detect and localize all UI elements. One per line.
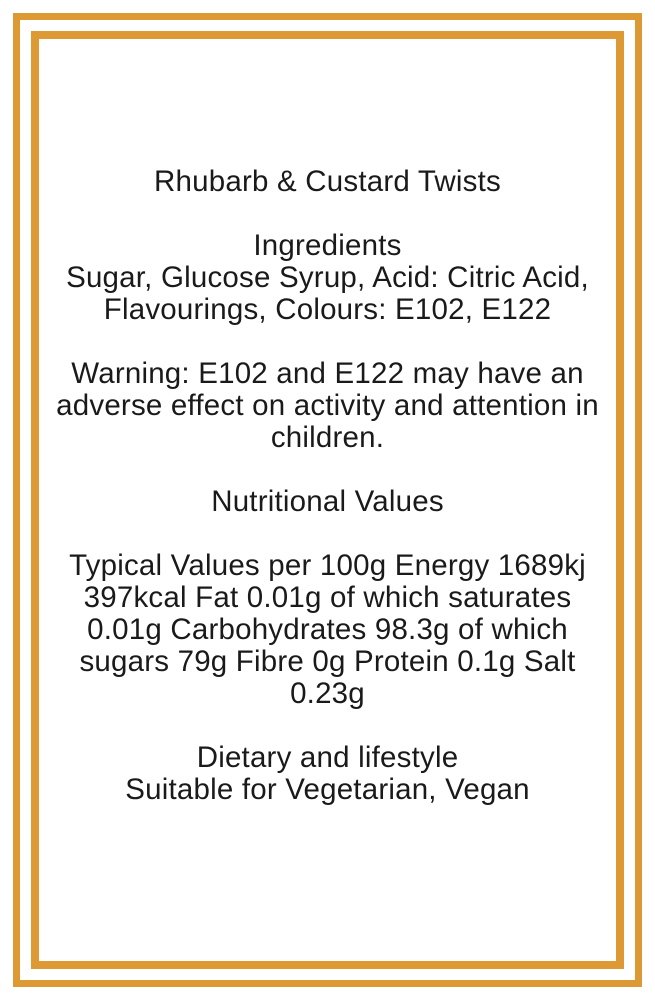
ingredients-heading: Ingredients <box>253 229 402 262</box>
warning-text-line: Warning: E102 and E122 may have an <box>71 357 584 390</box>
nutrition-heading-section <box>39 486 616 518</box>
warning-section <box>39 358 616 454</box>
nutrition-text-line: Typical Values per 100g Energy 1689kj <box>69 549 586 582</box>
dietary-heading: Dietary and lifestyle <box>196 741 459 774</box>
dietary-section <box>39 742 616 806</box>
warning-text-line: children. <box>270 421 385 454</box>
nutrition-heading: Nutritional Values <box>211 485 444 518</box>
nutrition-values-section <box>39 550 616 710</box>
ingredients-text-line: Flavourings, Colours: E102, E122 <box>103 293 552 326</box>
nutrition-text-line: sugars 79g Fibre 0g Protein 0.1g Salt <box>79 645 576 678</box>
dietary-text-line: Suitable for Vegetarian, Vegan <box>125 773 530 806</box>
nutrition-text-line: 0.01g Carbohydrates 98.3g of which <box>87 613 568 646</box>
warning-text-line: adverse effect on activity and attention in <box>56 389 599 422</box>
ingredients-text-line: Sugar, Glucose Syrup, Acid: Citric Acid, <box>66 261 589 294</box>
title-section <box>39 166 616 198</box>
label-content <box>39 166 616 806</box>
ingredients-section <box>39 230 616 326</box>
product-title: Rhubarb & Custard Twists <box>154 165 501 198</box>
nutrition-text-line: 397kcal Fat 0.01g of which saturates <box>83 581 572 614</box>
nutrition-text-line: 0.23g <box>290 677 365 710</box>
